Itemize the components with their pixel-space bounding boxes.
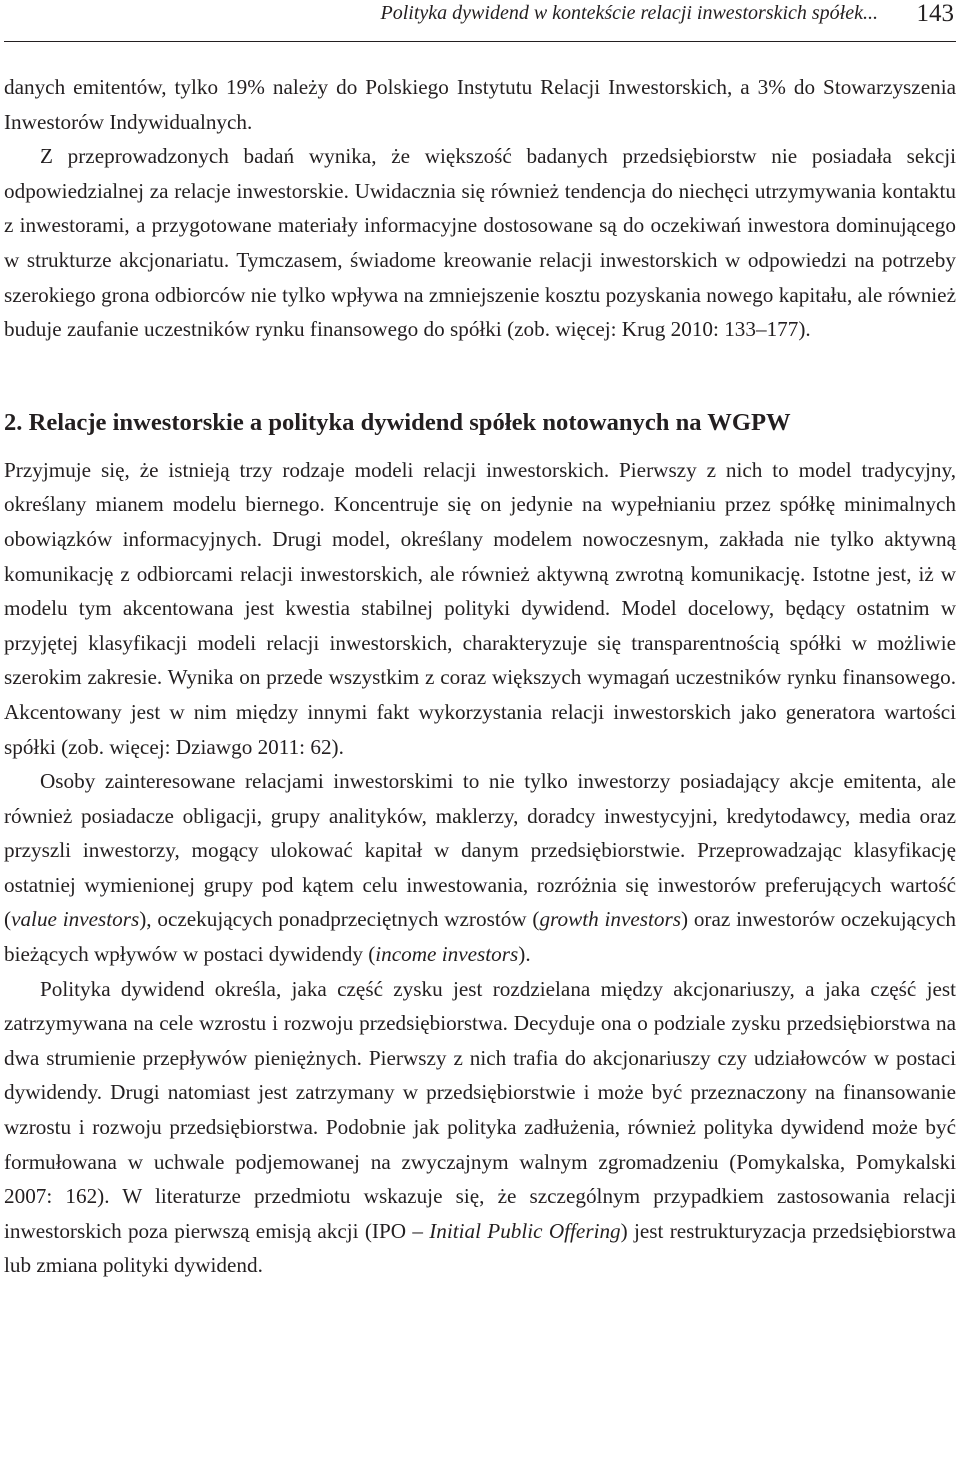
section-heading: 2. Relacje inwestorskie a polityka dywidend spółek notowanych na WGPW (4, 408, 791, 436)
text-run: Osoby zainteresowane relacjami inwestorskimi to nie tylko inwestorzy posiadający akcje emitenta, ale również posiadacze obligacji, grupy analityków, maklerzy, doradcy inwestycyjni, kredytodawcy, media oraz przyszli inwestorzy, mogący ulokować kapitał w danym przedsiębiorstwie. Przeprowadzając klasyfikację ostatniej wymienionej grupy pod kątem celu inwestowania, rozróżnia się inwestorów preferujących wartość ( (4, 769, 956, 932)
running-header (4, 0, 956, 42)
paragraph: danych emitentów, tylko 19% należy do Polskiego Instytutu Relacji Inwestorskich, a 3% do Stowarzyszenia Inwestorów Indywidualnych. (4, 75, 956, 134)
text-run: ) jest restrukturyzacja przedsiębiorstwa lub zmiana polityki dywidend. (4, 1218, 956, 1278)
paragraph: Z przeprowadzonych badań wynika, że większość badanych przedsiębiorstw nie posiadała sekcji odpowiedzialnej za relacje inwestorskie. Uwidacznia się również tendencja do niechęci utrzymywania kontaktu z inwestorami, a przygotowane materiały informacyjne dostosowane są do oczekiwań inwestora dominującego w strukturze akcjonariatu. Tymczasem, świadome kreowanie relacji inwestorskich w odpowiedzi na potrzeby szerokiego grona odbiorców nie tylko wpływa na zmniejszenie kosztu pozyskania nowego kapitału, ale również buduje zaufanie uczestników rynku finansowego do spółki (zob. więcej: Krug 2010: 133–177). (4, 144, 956, 342)
text-run: ) oraz inwestorów oczekujących bieżących wpływów w postaci dywidendy ( (4, 907, 957, 967)
intro-text (4, 70, 956, 347)
page-number: 143 (916, 0, 954, 27)
running-title: Polityka dywidend w kontekście relacji inwestorskich spółek... (380, 2, 878, 24)
italic-term: Initial Public Offering (429, 1218, 621, 1243)
italic-term: value investors (11, 907, 140, 932)
text-run: Polityka dywidend określa, jaka część zysku jest rozdzielana między akcjonariuszy, a jaka część jest zatrzymywana na cele wzrostu i rozwoju przedsiębiorstwa. Decyduje ona o podziale zysku przedsiębiorstwa na dwa strumienie przepływów pieniężnych. Pierwszy z nich trafia do akcjonariuszy czy udziałowców w postaci dywidendy. Drugi natomiast jest zatrzymany w przedsiębiorstwie i może być przeznaczony na finansowanie wzrostu i rozwoju przedsiębiorstwa. Podobnie jak polityka zadłużenia, również polityka dywidend może być formułowana w uchwale podjemowanej na zwyczajnym walnym zgromadzeniu (Pomykalska, Pomykalski 2007: 162). W literaturze przedmiotu wskazuje się, że szczególnym przypadkiem zastosowania relacji inwestorskich poza pierwszą emisją akcji (IPO – (4, 976, 956, 1243)
paragraph: Przyjmuje się, że istnieją trzy rodzaje modeli relacji inwestorskich. Pierwszy z nich to model tradycyjny, określany mianem modelu biernego. Koncentruje się on jedynie na wypełnianiu przez spółkę minimalnych obowiązków informacyjnych. Drugi model, określany modelem nowoczesnym, zakłada nie tylko aktywną komunikację z odbiorcami relacji inwestorskich, ale również aktywną zwrotną komunikację. Istotne jest, iż w modelu tym akcentowana jest kwestia stabilnej polityki dywidend. Model docelowy, będący ostatnim w przyjętej klasyfikacji modeli relacji inwestorskich, charakteryzuje się transparentnością spółki w możliwie szerokim zakresie. Wynika on przede wszystkim z coraz większych wymagań uczestników rynku finansowego. Akcentowany jest w nim między innymi fakt wykorzystania relacji inwestorskich jako generatora wartości spółki (zob. więcej: Dziawgo 2011: 62). (4, 457, 956, 759)
section-text (4, 453, 956, 1283)
italic-term: income investors (375, 942, 519, 967)
text-run: ). (518, 942, 531, 967)
italic-term: growth investors (539, 907, 681, 932)
paragraph (4, 972, 956, 1283)
text-run: ), oczekujących ponadprzeciętnych wzrostów ( (139, 907, 540, 932)
paragraph (4, 764, 956, 972)
document-page (4, 0, 956, 1283)
